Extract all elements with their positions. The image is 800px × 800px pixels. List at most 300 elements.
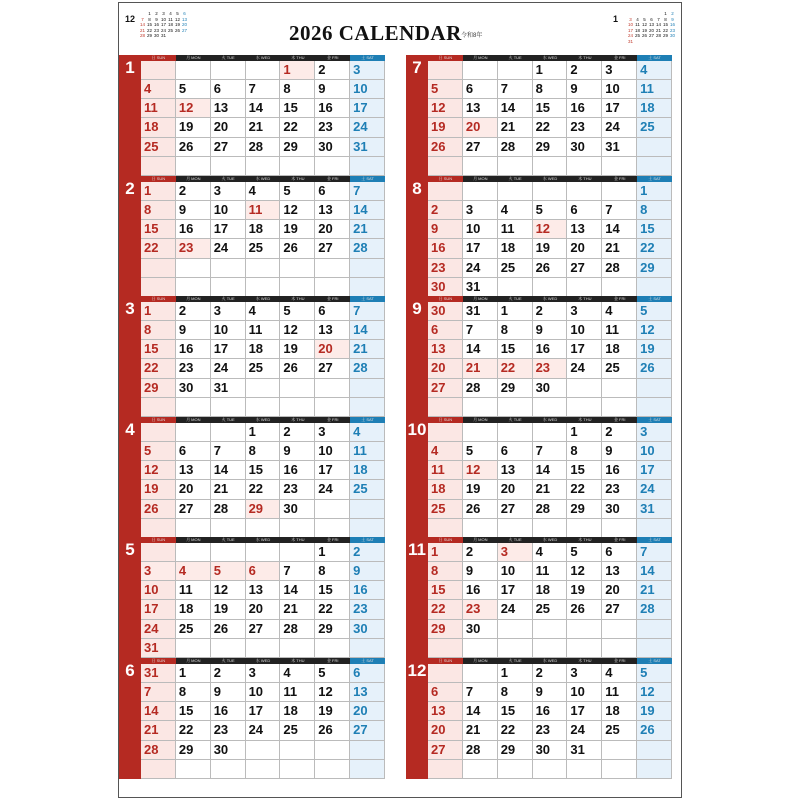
day-number: 7 <box>248 81 256 97</box>
day-cell <box>567 639 602 658</box>
day-number: 25 <box>248 240 264 256</box>
day-cell <box>463 500 498 519</box>
day-cell <box>567 620 602 639</box>
day-cell <box>211 620 246 639</box>
day-cell <box>246 480 281 499</box>
day-cell <box>602 302 637 321</box>
month-block <box>119 537 385 658</box>
day-cell <box>602 581 637 600</box>
day-cell <box>533 220 568 239</box>
day-number: 6 <box>353 665 361 680</box>
day-cell <box>176 721 211 740</box>
day-number: 29 <box>178 741 194 757</box>
day-cell <box>246 80 281 99</box>
day-number: 10 <box>640 443 655 459</box>
day-number: 3 <box>144 563 152 579</box>
days-grid <box>428 61 672 176</box>
day-cell <box>498 99 533 118</box>
day-cell <box>350 220 385 239</box>
weekday-label: 月 MON <box>176 55 211 61</box>
day-number: 4 <box>353 424 361 439</box>
day-cell <box>350 741 385 760</box>
day-number: 5 <box>144 443 152 459</box>
day-cell <box>463 702 498 721</box>
weekday-label: 土 SAT <box>350 537 385 543</box>
day-cell <box>141 302 176 321</box>
day-number: 13 <box>178 462 194 478</box>
day-cell <box>602 664 637 683</box>
day-cell <box>637 138 672 157</box>
mini-day: 24 <box>160 27 166 33</box>
weekday-label: 火 TUE <box>211 296 246 302</box>
day-number: 6 <box>248 563 256 579</box>
day-number: 17 <box>318 462 333 478</box>
mini-day: 23 <box>669 27 675 33</box>
day-number: 9 <box>465 563 474 579</box>
month-number: 4 <box>125 420 135 439</box>
day-cell <box>533 61 568 80</box>
day-cell <box>315 182 350 201</box>
day-cell <box>498 543 533 562</box>
day-cell <box>315 423 350 442</box>
mini-prev-month: 12 <box>125 14 136 24</box>
day-cell <box>602 600 637 619</box>
day-number: 10 <box>213 202 229 218</box>
day-number: 3 <box>570 303 578 318</box>
day-number: 27 <box>500 500 516 516</box>
day-cell <box>176 379 211 398</box>
day-number: 16 <box>535 341 551 357</box>
day-cell <box>350 138 385 157</box>
mini-day: 5 <box>643 16 646 22</box>
weekday-label: 月 MON <box>463 537 498 543</box>
mini-day: 16 <box>153 22 159 27</box>
title-bar <box>119 3 681 55</box>
day-number: 21 <box>465 360 481 376</box>
day-number: 12 <box>283 322 298 338</box>
weekday-label: 水 WED <box>533 417 568 423</box>
day-number: 31 <box>640 500 655 516</box>
mini-day: 15 <box>146 22 152 27</box>
day-cell <box>428 480 463 499</box>
day-number: 20 <box>178 481 194 497</box>
day-cell <box>280 683 315 702</box>
day-cell <box>463 760 498 779</box>
day-cell <box>176 500 211 519</box>
day-number: 21 <box>500 119 516 135</box>
day-cell <box>567 664 602 683</box>
day-number: 16 <box>535 703 551 719</box>
day-cell <box>637 118 672 137</box>
weekday-label: 日 SUN <box>141 658 176 664</box>
mini-day: 26 <box>174 27 180 33</box>
day-number: 20 <box>318 341 333 357</box>
day-cell <box>637 220 672 239</box>
day-cell <box>567 239 602 258</box>
mini-next-grid <box>627 11 676 44</box>
day-cell <box>463 259 498 278</box>
day-cell <box>567 702 602 721</box>
day-cell <box>602 562 637 581</box>
weekday-label: 木 THU <box>280 296 315 302</box>
day-number: 4 <box>535 544 543 559</box>
day-number: 11 <box>605 684 620 700</box>
day-cell <box>350 182 385 201</box>
day-number: 20 <box>500 481 516 497</box>
day-number: 3 <box>248 665 256 680</box>
day-number: 26 <box>283 360 298 376</box>
day-number: 17 <box>570 341 585 357</box>
weekday-label: 木 THU <box>280 658 315 664</box>
day-cell <box>567 321 602 340</box>
day-cell <box>567 379 602 398</box>
day-number: 6 <box>431 322 439 338</box>
day-cell <box>246 321 281 340</box>
day-number: 25 <box>248 360 264 376</box>
day-number: 29 <box>248 500 264 516</box>
mini-day: 9 <box>155 16 158 22</box>
day-cell <box>498 201 533 220</box>
day-cell <box>176 461 211 480</box>
mini-day: 25 <box>634 33 640 38</box>
day-number: 10 <box>605 81 620 97</box>
weekday-label: 日 SUN <box>428 55 463 61</box>
day-number: 28 <box>353 360 368 376</box>
day-cell <box>350 543 385 562</box>
day-number: 4 <box>431 443 439 459</box>
day-cell <box>141 182 176 201</box>
day-number: 11 <box>178 582 193 598</box>
day-number: 16 <box>213 703 229 719</box>
day-cell <box>428 442 463 461</box>
weekday-label: 水 WED <box>246 55 281 61</box>
days-grid <box>428 543 672 658</box>
day-cell <box>637 600 672 619</box>
day-cell <box>428 220 463 239</box>
month-label <box>406 417 428 538</box>
day-number: 10 <box>353 81 368 97</box>
day-cell <box>211 321 246 340</box>
day-number: 2 <box>353 544 361 559</box>
day-number: 20 <box>353 703 368 719</box>
day-cell <box>280 61 315 80</box>
day-cell <box>141 157 176 176</box>
day-cell <box>498 620 533 639</box>
day-number: 25 <box>640 119 655 135</box>
day-number: 30 <box>431 303 446 318</box>
day-cell <box>280 80 315 99</box>
day-cell <box>428 278 463 297</box>
day-number: 26 <box>640 360 655 376</box>
day-number: 15 <box>178 703 194 719</box>
day-number: 29 <box>535 138 551 154</box>
day-number: 13 <box>248 582 264 598</box>
day-cell <box>463 639 498 658</box>
day-number: 12 <box>431 100 446 116</box>
day-number: 6 <box>318 183 326 198</box>
day-cell <box>602 741 637 760</box>
day-number: 23 <box>535 360 551 376</box>
day-cell <box>602 702 637 721</box>
day-cell <box>637 379 672 398</box>
page-title: 2026 CALENDAR <box>289 21 462 45</box>
day-cell <box>637 278 672 297</box>
day-cell <box>637 664 672 683</box>
month-label <box>406 176 428 297</box>
day-number: 2 <box>605 424 613 439</box>
day-cell <box>141 239 176 258</box>
day-cell <box>498 664 533 683</box>
month-number: 7 <box>412 58 422 77</box>
day-cell <box>637 639 672 658</box>
day-number: 30 <box>570 138 585 154</box>
weekday-label: 月 MON <box>463 658 498 664</box>
day-number: 9 <box>178 322 187 338</box>
day-number: 14 <box>213 462 229 478</box>
day-cell <box>533 278 568 297</box>
day-cell <box>315 201 350 220</box>
day-number: 12 <box>213 582 229 598</box>
day-number: 7 <box>500 81 508 97</box>
day-number: 5 <box>283 303 291 318</box>
day-number: 17 <box>213 221 229 237</box>
day-cell <box>602 442 637 461</box>
mini-day: 13 <box>648 22 654 27</box>
day-number: 6 <box>318 303 326 318</box>
day-cell <box>428 340 463 359</box>
day-cell <box>280 519 315 538</box>
month-block <box>119 658 385 779</box>
day-number: 22 <box>500 722 516 738</box>
day-cell <box>350 702 385 721</box>
day-cell <box>463 620 498 639</box>
day-cell <box>315 500 350 519</box>
day-cell <box>428 259 463 278</box>
weekday-label: 月 MON <box>176 417 211 423</box>
day-number: 17 <box>640 462 655 478</box>
day-cell <box>428 182 463 201</box>
day-cell <box>428 581 463 600</box>
day-number: 20 <box>431 722 446 738</box>
mini-day: 24 <box>627 33 633 38</box>
weekday-label: 水 WED <box>533 176 568 182</box>
day-cell <box>637 519 672 538</box>
day-number: 18 <box>535 582 551 598</box>
weekday-label: 土 SAT <box>637 537 672 543</box>
day-cell <box>246 664 281 683</box>
day-number: 8 <box>248 443 256 459</box>
day-cell <box>315 581 350 600</box>
day-number: 24 <box>213 360 229 376</box>
day-cell <box>350 157 385 176</box>
weekday-label: 木 THU <box>567 296 602 302</box>
mini-day: 26 <box>641 33 647 38</box>
day-cell <box>350 259 385 278</box>
day-cell <box>315 340 350 359</box>
day-number: 27 <box>465 138 481 154</box>
day-number: 24 <box>248 722 264 738</box>
day-number: 9 <box>431 221 439 237</box>
day-number: 6 <box>500 443 508 459</box>
day-cell <box>350 519 385 538</box>
day-number: 14 <box>605 221 620 237</box>
day-cell <box>463 480 498 499</box>
day-cell <box>246 201 281 220</box>
mini-day: 13 <box>181 16 187 22</box>
weekday-label: 火 TUE <box>211 55 246 61</box>
month-number: 12 <box>407 661 427 680</box>
day-cell <box>280 379 315 398</box>
day-cell <box>315 519 350 538</box>
day-cell <box>602 721 637 740</box>
day-cell <box>280 302 315 321</box>
weekday-label: 水 WED <box>246 296 281 302</box>
day-cell <box>533 760 568 779</box>
weekday-label: 金 FRI <box>315 537 350 543</box>
day-number: 22 <box>640 240 655 256</box>
day-number: 7 <box>535 443 543 459</box>
day-cell <box>463 379 498 398</box>
day-number: 22 <box>248 481 264 497</box>
day-cell <box>637 80 672 99</box>
day-cell <box>211 278 246 297</box>
day-cell <box>280 321 315 340</box>
day-cell <box>463 562 498 581</box>
day-cell <box>141 543 176 562</box>
day-cell <box>602 340 637 359</box>
day-number: 13 <box>353 684 368 700</box>
day-cell <box>141 741 176 760</box>
mini-day: 17 <box>160 22 166 27</box>
day-cell <box>637 562 672 581</box>
mini-calendar-next <box>613 9 677 49</box>
day-number: 22 <box>500 360 516 376</box>
day-cell <box>211 500 246 519</box>
day-number: 4 <box>605 303 613 318</box>
day-cell <box>637 620 672 639</box>
day-cell <box>637 398 672 417</box>
weekday-label: 金 FRI <box>602 296 637 302</box>
day-number: 14 <box>353 202 368 218</box>
day-cell <box>463 721 498 740</box>
day-cell <box>428 620 463 639</box>
day-number: 10 <box>318 443 333 459</box>
day-number: 29 <box>500 379 516 395</box>
mini-day: 4 <box>169 11 172 16</box>
day-cell <box>280 741 315 760</box>
day-number: 10 <box>213 322 229 338</box>
day-cell <box>176 99 211 118</box>
day-cell <box>211 201 246 220</box>
day-cell <box>498 379 533 398</box>
day-number: 10 <box>248 684 264 700</box>
day-number: 21 <box>144 722 159 738</box>
day-cell <box>176 442 211 461</box>
day-number: 16 <box>431 240 446 256</box>
weekday-label: 月 MON <box>176 537 211 543</box>
day-cell <box>211 461 246 480</box>
days-grid <box>141 543 385 658</box>
day-number: 1 <box>144 183 152 198</box>
day-cell <box>141 220 176 239</box>
day-cell <box>463 519 498 538</box>
day-cell <box>463 461 498 480</box>
day-number: 25 <box>605 722 620 738</box>
day-cell <box>567 683 602 702</box>
day-cell <box>211 220 246 239</box>
day-cell <box>350 442 385 461</box>
day-cell <box>176 118 211 137</box>
weekday-label: 水 WED <box>246 537 281 543</box>
day-number: 11 <box>535 563 550 579</box>
day-number: 19 <box>431 119 446 135</box>
day-number: 23 <box>318 119 333 135</box>
day-number: 6 <box>465 81 474 97</box>
day-cell <box>602 461 637 480</box>
weekday-label: 月 MON <box>176 176 211 182</box>
weekday-label: 金 FRI <box>602 658 637 664</box>
day-number: 5 <box>178 81 187 97</box>
day-cell <box>315 664 350 683</box>
day-cell <box>602 620 637 639</box>
day-number: 29 <box>640 259 655 275</box>
day-number: 5 <box>213 563 221 579</box>
day-number: 8 <box>500 322 508 338</box>
day-number: 5 <box>640 665 648 680</box>
day-cell <box>602 760 637 779</box>
day-number: 13 <box>570 221 585 237</box>
day-cell <box>602 239 637 258</box>
day-number: 14 <box>465 703 481 719</box>
day-cell <box>141 581 176 600</box>
day-cell <box>280 543 315 562</box>
day-cell <box>498 480 533 499</box>
weekday-label: 金 FRI <box>602 537 637 543</box>
day-number: 12 <box>570 563 585 579</box>
day-cell <box>428 562 463 581</box>
day-cell <box>280 423 315 442</box>
day-cell <box>637 741 672 760</box>
day-cell <box>141 379 176 398</box>
day-cell <box>428 61 463 80</box>
day-number: 22 <box>178 722 194 738</box>
day-number: 24 <box>640 481 655 497</box>
day-number: 1 <box>570 424 578 439</box>
day-number: 27 <box>353 722 368 738</box>
weekday-label: 月 MON <box>463 417 498 423</box>
era-label: 令和8年 <box>461 33 483 39</box>
day-number: 24 <box>318 481 333 497</box>
day-cell <box>637 500 672 519</box>
weekday-label: 木 THU <box>280 55 315 61</box>
weekday-label: 日 SUN <box>141 417 176 423</box>
day-cell <box>428 201 463 220</box>
day-cell <box>141 99 176 118</box>
weekday-label: 火 TUE <box>498 537 533 543</box>
day-cell <box>280 182 315 201</box>
day-number: 28 <box>640 601 655 617</box>
day-cell <box>141 398 176 417</box>
day-number: 12 <box>640 684 655 700</box>
day-number: 28 <box>283 620 298 636</box>
day-cell <box>350 118 385 137</box>
day-cell <box>176 600 211 619</box>
day-number: 20 <box>605 582 620 598</box>
day-cell <box>637 683 672 702</box>
day-cell <box>211 239 246 258</box>
day-cell <box>350 359 385 378</box>
day-number: 18 <box>431 481 446 497</box>
